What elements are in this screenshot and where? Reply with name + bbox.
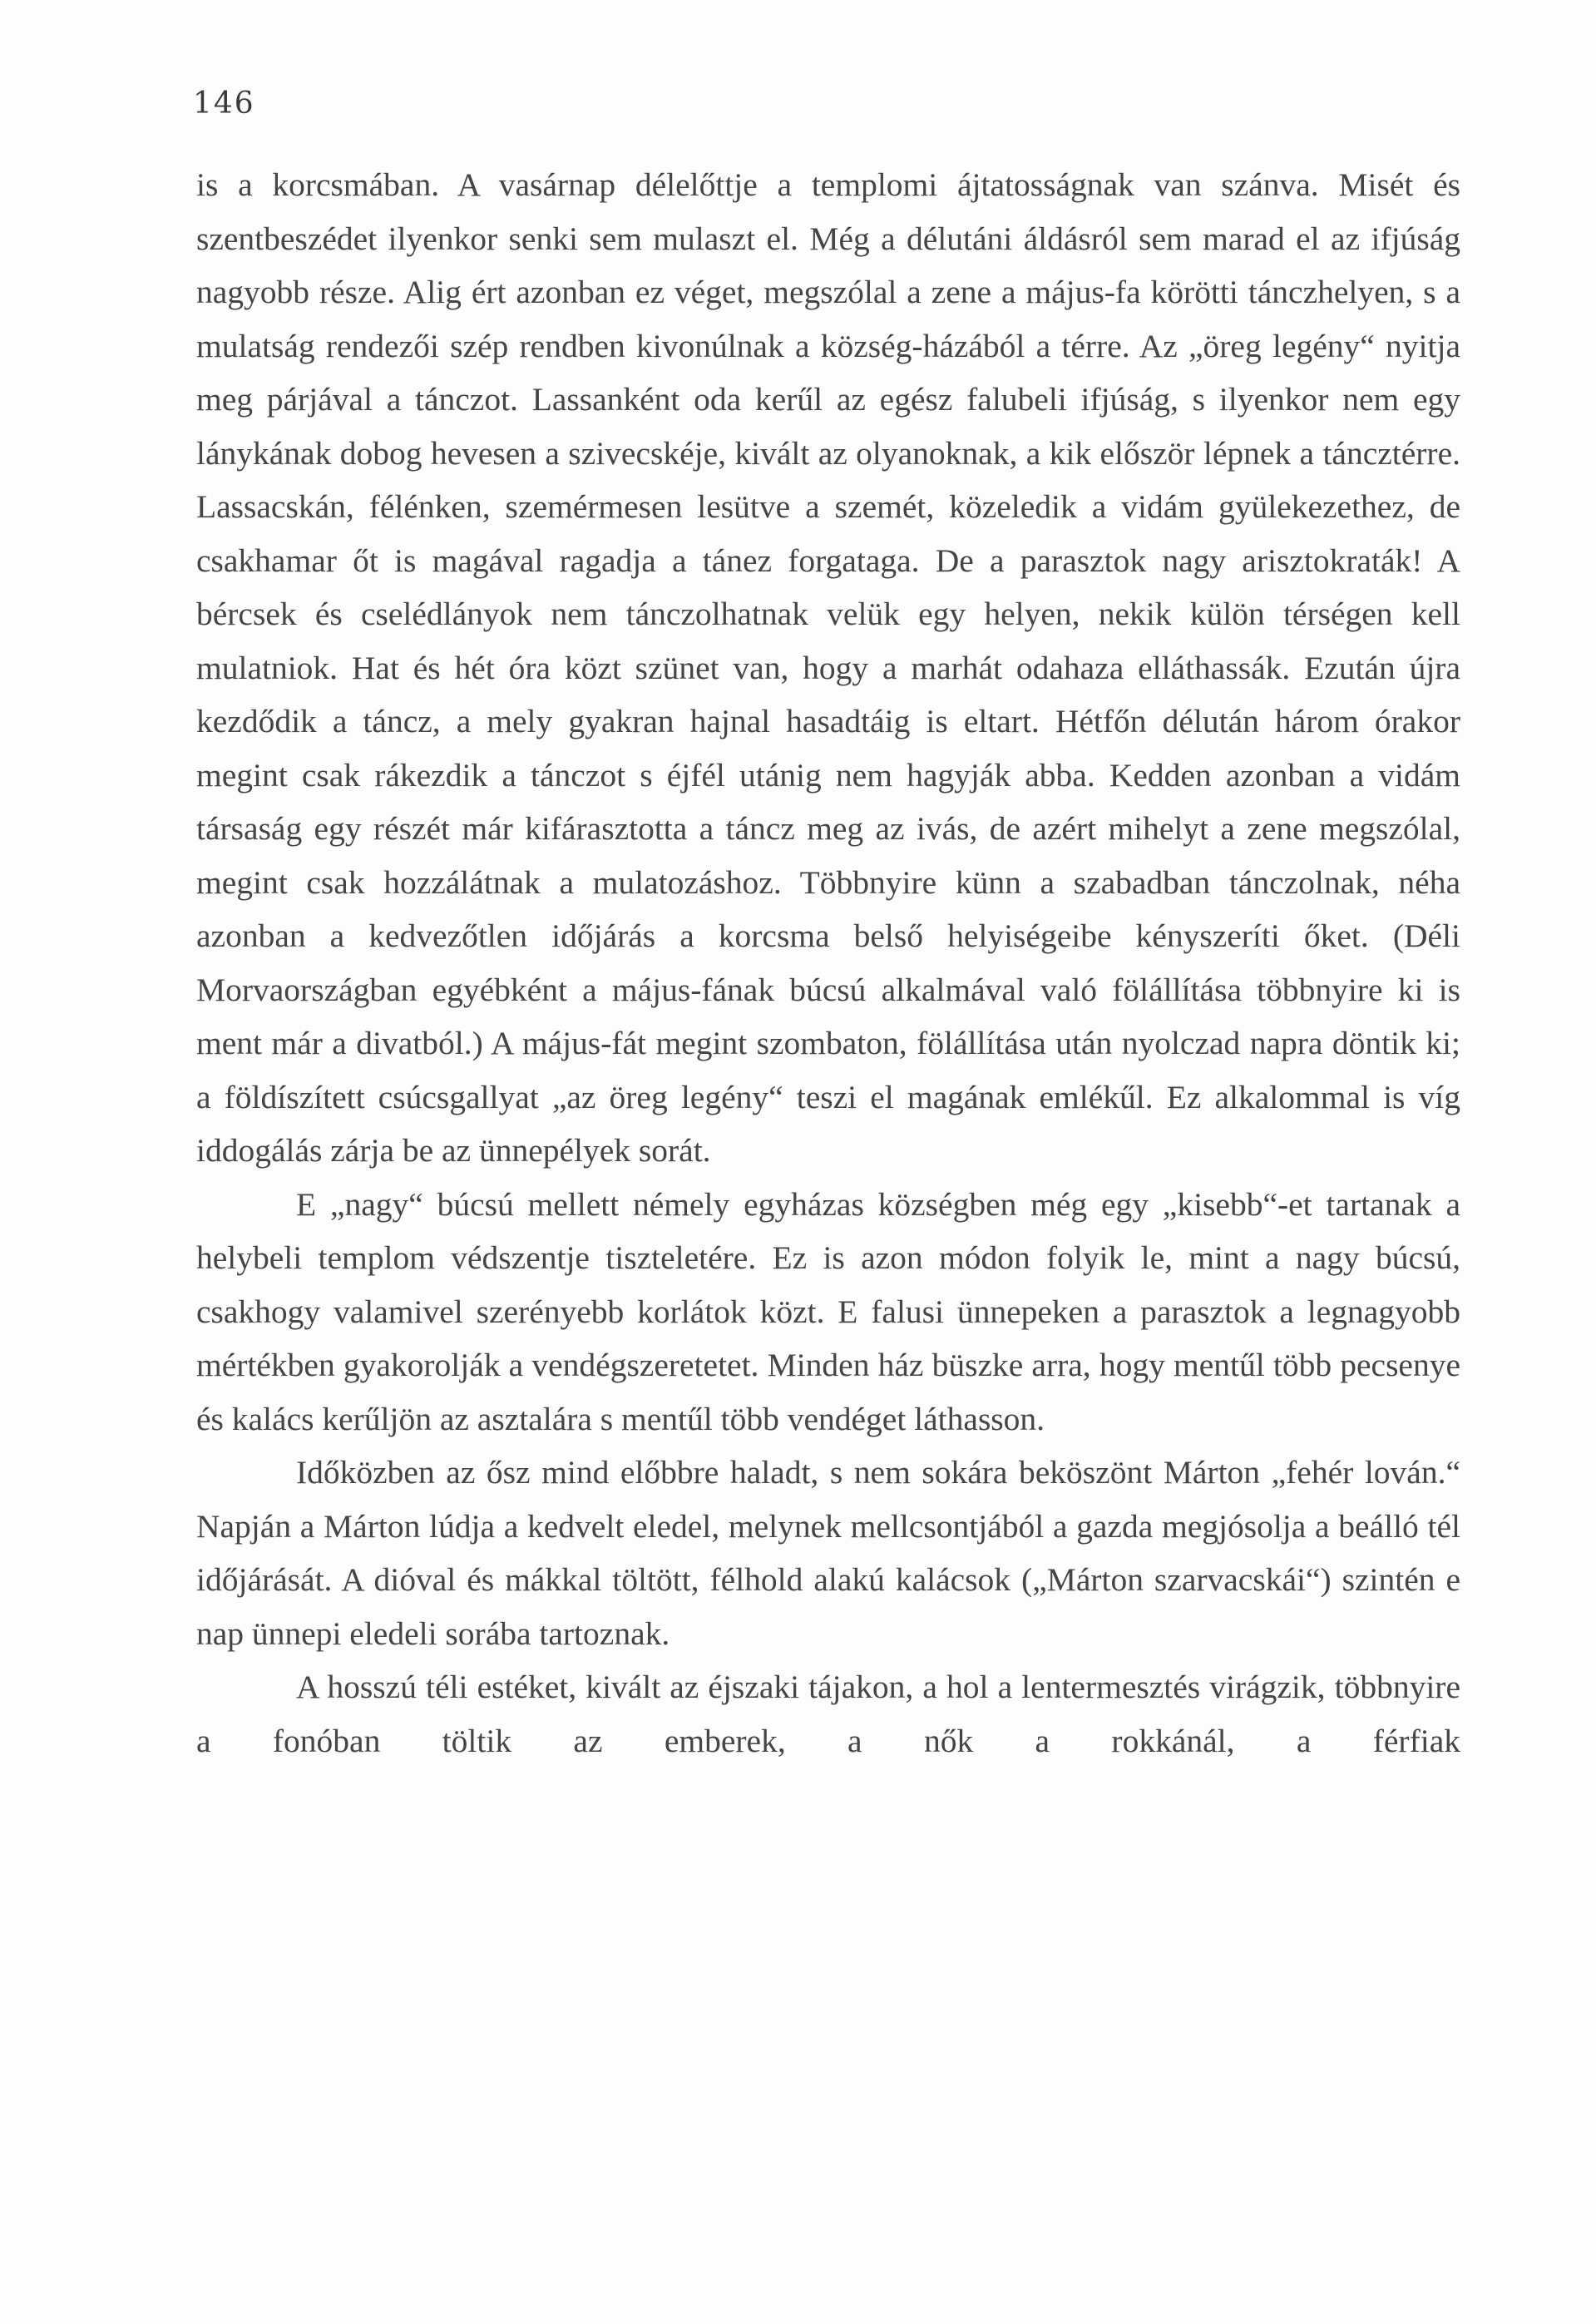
paragraph-4: A hosszú téli estéket, kivált az éjszaki tájakon, a hol a lentermesztés virágzik, többnyire a fonóban töltik az emberek, a nők a rokkánál, a férfiak [196, 1669, 1460, 1759]
paragraph-1: is a korcsmában. A vasárnap délelőttje a templomi ájtatosságnak van szánva. Misét és szentbeszédet ilyenkor senki sem mulaszt el. Még a délutáni áldásról sem marad el az ifjúság nagyobb része. Alig ért azonban ez véget, megszólal a zene a május-fa körötti tánczhelyen, s a mulatság rendezői szép rendben kivonúlnak a község-házából a térre. Az „öreg legény“ nyitja meg párjával a tánczot. Lassanként oda kerűl az egész falubeli ifjúság, s ilyenkor nem egy lánykának dobog hevesen a szivecskéje, kivált az olyanoknak, a kik először lépnek a táncztérre. Lassacskán, félénken, szemérmesen lesütve a szemét, közeledik a vidám gyülekezethez, de csakhamar őt is magával ragadja a tánez forgataga. De a parasztok nagy arisztokraták! A bércsek és cselédlányok nem tánczolhatnak velük egy helyen, nekik külön térségen kell mulatniok. Hat és hét óra közt szünet van, hogy a marhát odahaza elláthassák. Ezután újra kezdődik a táncz, a mely gyakran hajnal hasadtáig is eltart. Hétfőn délután három órakor megint csak rákezdik a tánczot s éjfél utánig nem hagyják abba. Kedden azonban a vidám társaság egy részét már kifárasztotta a táncz meg az ivás, de azért mihelyt a zene megszólal, megint csak hozzálátnak a mulatozáshoz. Többnyire künn a szabadban tánczolnak, néha azonban a kedvezőtlen időjárás a korcsma belső helyiségeibe kényszeríti őket. (Déli Morvaországban egyébként a május-fának búcsú alkalmával való fölállítása többnyire ki is ment már a divatból.) A május-fát megint szombaton, fölállítása után nyolczad napra döntik ki; a földíszített csúcsgallyat „az öreg legény“ teszi el magának emlékűl. Ez alkalommal is víg iddogálás zárja be az ünnepélyek sorát. [196, 166, 1460, 1169]
body-text [196, 158, 1460, 1768]
paragraph-3: Időközben az ősz mind előbbre haladt, s nem sokára beköszönt Márton „fehér lován.“ Napján a Márton lúdja a kedvelt eledel, melynek mellcsontjából a gazda megjósolja a beálló tél időjárását. A dióval és mákkal töltött, félhold alakú kalácsok („Márton szarvacskái“) szintén e nap ünnepi eledeli sorába tartoznak. [196, 1454, 1460, 1652]
page-number: 146 [193, 87, 255, 121]
paragraph-2: E „nagy“ búcsú mellett némely egyházas községben még egy „kisebb“-et tartanak a helybeli templom védszentje tiszteletére. Ez is azon módon folyik le, mint a nagy búcsú, csakhogy valamivel szerényebb korlátok közt. E falusi ünnepeken a parasztok a legnagyobb mértékben gyakorolják a vendégszeretetet. Minden ház büszke arra, hogy mentűl több pecsenye és kalács kerűljön az asztalára s mentűl több vendéget láthasson. [196, 1185, 1460, 1437]
